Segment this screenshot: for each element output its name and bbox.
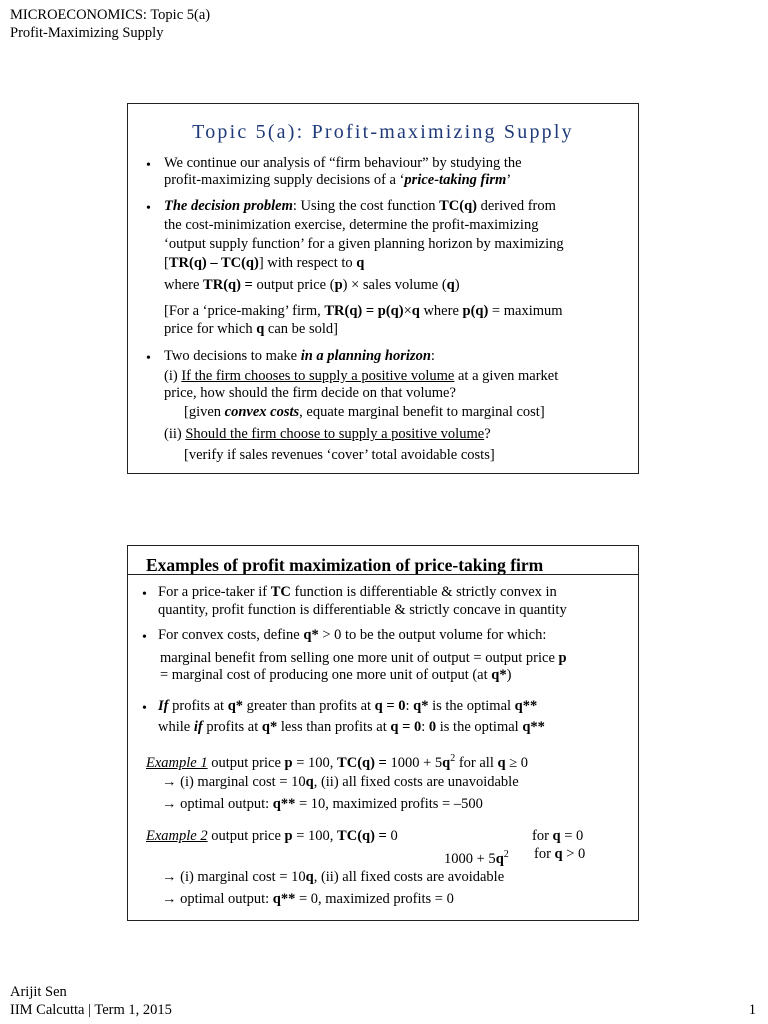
s2-b3-line2: while if profits at q* less than profits at q = 0: 0 is the optimal q**: [158, 719, 545, 735]
example-1-result-2: → optimal output: q** = 10, maximized profits = –500: [162, 796, 483, 812]
header-course: MICROECONOMICS: Topic 5(a): [10, 7, 211, 23]
example-2-case-2: for q > 0: [534, 846, 586, 862]
s2-b2-line3: = marginal cost of producing one more unit of output (at q*): [160, 667, 512, 683]
s1-b3-line1: Two decisions to make in a planning horizon:: [164, 348, 435, 364]
s2-b1-line2: quantity, profit function is differentiable & strictly concave in quantity: [158, 602, 567, 618]
bullet-icon: •: [146, 158, 151, 173]
s2-b2-line1: For convex costs, define q* > 0 to be the output volume for which:: [158, 627, 547, 643]
s1-b1-line1: We continue our analysis of “firm behaviour” by studying the: [164, 155, 522, 171]
s1-b3-line6: [verify if sales revenues ‘cover’ total avoidable costs]: [184, 447, 495, 463]
example-2-formula-2: $1000 + 5q^2$: [444, 849, 509, 867]
s2-b2-line2: marginal benefit from selling one more unit of output = output price p: [160, 650, 567, 666]
bullet-icon: •: [142, 587, 147, 602]
example-1-result-1: → (i) marginal cost = 10q, (ii) all fixed costs are unavoidable: [162, 774, 519, 790]
example-2-case-1: for q = 0: [532, 828, 584, 844]
example-2-line: Example 2 output price p = 100, TC(q) = 0: [146, 828, 398, 844]
s2-b3-line1: If profits at q* greater than profits at q = 0: q* is the optimal q**: [158, 698, 538, 714]
footer-institution: IIM Calcutta | Term 1, 2015: [10, 1002, 172, 1018]
bullet-icon: •: [146, 351, 151, 366]
s1-b2-line7: price for which q can be sold]: [164, 321, 338, 337]
slide-1-title: Topic 5(a): Profit-maximizing Supply: [192, 121, 574, 143]
slide-1: [127, 103, 639, 474]
title-divider: [128, 574, 638, 575]
footer-author: Arijit Sen: [10, 984, 67, 1000]
s1-b2-line4: [TR(q) – TC(q)] with respect to q: [164, 255, 365, 271]
s1-b3-line4: [given convex costs, equate marginal benefit to marginal cost]: [184, 404, 545, 420]
bullet-icon: •: [146, 201, 151, 216]
s1-b1-line2: profit-maximizing supply decisions of a ‘price-taking firm’: [164, 172, 512, 188]
s1-b2-line5: where TR(q) = output price (p) × sales volume (q): [164, 277, 460, 293]
header-subtitle: Profit-Maximizing Supply: [10, 25, 164, 41]
example-2-result-1: → (i) marginal cost = 10q, (ii) all fixed costs are avoidable: [162, 869, 505, 885]
s1-b2-line3: ‘output supply function’ for a given planning horizon by maximizing: [164, 236, 564, 252]
page-number: 1: [748, 1002, 756, 1018]
example-1-line: Example 1 output price p = 100, $TC(q) = 1000 + 5q^2$ for all q ≥ 0: [146, 753, 529, 771]
s1-b2-line1: The decision problem: Using the cost function TC(q) derived from: [164, 198, 556, 214]
bullet-icon: •: [142, 701, 147, 716]
s1-b3-line2: (i) If the firm chooses to supply a positive volume at a given market: [164, 368, 559, 384]
slide-2-title: Examples of profit maximization of price-taking firm: [146, 555, 544, 575]
s1-b3-line3: price, how should the firm decide on that volume?: [164, 385, 456, 401]
s1-b2-line2: the cost-minimization exercise, determine the profit-maximizing: [164, 217, 539, 233]
slide-2: [127, 545, 639, 921]
bullet-icon: •: [142, 630, 147, 645]
example-2-result-2: → optimal output: q** = 0, maximized profits = 0: [162, 891, 454, 907]
s1-b3-line5: (ii) Should the firm choose to supply a positive volume?: [164, 426, 491, 442]
s2-b1-line1: For a price-taker if TC function is differentiable & strictly convex in: [158, 584, 557, 600]
s1-b2-line6: [For a ‘price-making’ firm, TR(q) = p(q)×q where p(q) = maximum: [164, 303, 563, 319]
